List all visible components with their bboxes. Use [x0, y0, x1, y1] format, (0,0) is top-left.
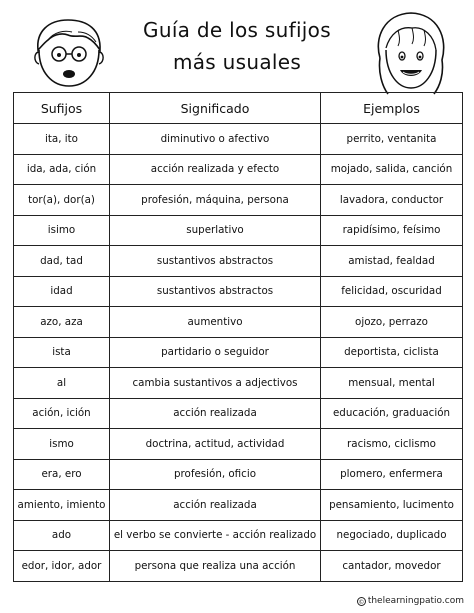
suffix-cell: ismo [14, 429, 110, 460]
girl-face-icon [370, 8, 452, 100]
table-header-row [14, 93, 463, 124]
suffix-table [13, 92, 463, 582]
suffix-cell: ista [14, 337, 110, 368]
meaning-cell: doctrina, actitud, actividad [110, 429, 321, 460]
table-row [14, 215, 463, 246]
suffix-cell: era, ero [14, 459, 110, 490]
meaning-cell: profesión, oficio [110, 459, 321, 490]
examples-cell: educación, graduación [321, 398, 463, 429]
table-row [14, 520, 463, 551]
copyright-icon: © [358, 598, 365, 606]
meaning-cell: partidario o seguidor [110, 337, 321, 368]
meaning-cell: acción realizada y efecto [110, 154, 321, 185]
examples-cell: perrito, ventanita [321, 124, 463, 155]
meaning-cell: sustantivos abstractos [110, 246, 321, 277]
meaning-cell: diminutivo o afectivo [110, 124, 321, 155]
suffix-cell: isimo [14, 215, 110, 246]
meaning-cell: aumentivo [110, 307, 321, 338]
examples-cell: pensamiento, lucimento [321, 490, 463, 521]
examples-cell: lavadora, conductor [321, 185, 463, 216]
meaning-cell: cambia sustantivos a adjectivos [110, 368, 321, 399]
examples-cell: negociado, duplicado [321, 520, 463, 551]
examples-cell: mensual, mental [321, 368, 463, 399]
column-header-significado: Significado [110, 93, 321, 124]
suffix-cell: al [14, 368, 110, 399]
footer-site-link[interactable]: thelearningpatio.com [367, 596, 464, 606]
table-row [14, 337, 463, 368]
suffix-cell: edor, idor, ador [14, 551, 110, 582]
examples-cell: rapidísimo, feísimo [321, 215, 463, 246]
meaning-cell: el verbo se convierte - acción realizado [110, 520, 321, 551]
suffix-cell: tor(a), dor(a) [14, 185, 110, 216]
column-header-sufijos: Sufijos [14, 93, 110, 124]
suffix-cell: ación, ición [14, 398, 110, 429]
table-row [14, 246, 463, 277]
page-title-line-2: más usuales [172, 50, 302, 74]
boy-face-icon [30, 14, 108, 92]
table-row [14, 154, 463, 185]
meaning-cell: superlativo [110, 215, 321, 246]
table-row [14, 307, 463, 338]
meaning-cell: profesión, máquina, persona [110, 185, 321, 216]
suffix-cell: idad [14, 276, 110, 307]
table-row [14, 124, 463, 155]
suffix-cell: ado [14, 520, 110, 551]
meaning-cell: sustantivos abstractos [110, 276, 321, 307]
table-row [14, 185, 463, 216]
meaning-cell: acción realizada [110, 398, 321, 429]
meaning-cell: acción realizada [110, 490, 321, 521]
meaning-cell: persona que realiza una acción [110, 551, 321, 582]
examples-cell: plomero, enfermera [321, 459, 463, 490]
footer-credit [357, 596, 464, 606]
column-header-ejemplos: Ejemplos [321, 93, 463, 124]
examples-cell: deportista, ciclista [321, 337, 463, 368]
table-row [14, 551, 463, 582]
table-row [14, 398, 463, 429]
examples-cell: mojado, salida, canción [321, 154, 463, 185]
examples-cell: racismo, ciclismo [321, 429, 463, 460]
suffix-cell: dad, tad [14, 246, 110, 277]
table-row [14, 368, 463, 399]
suffix-cell: ida, ada, ción [14, 154, 110, 185]
examples-cell: amistad, fealdad [321, 246, 463, 277]
suffix-cell: azo, aza [14, 307, 110, 338]
suffix-cell: amiento, imiento [14, 490, 110, 521]
page-title-line-1: Guía de los sufijos [143, 18, 331, 42]
suffix-cell: ita, ito [14, 124, 110, 155]
examples-cell: ojozo, perrazo [321, 307, 463, 338]
table-row [14, 490, 463, 521]
table-row [14, 276, 463, 307]
examples-cell: cantador, movedor [321, 551, 463, 582]
examples-cell: felicidad, oscuridad [321, 276, 463, 307]
table-row [14, 459, 463, 490]
table-row [14, 429, 463, 460]
